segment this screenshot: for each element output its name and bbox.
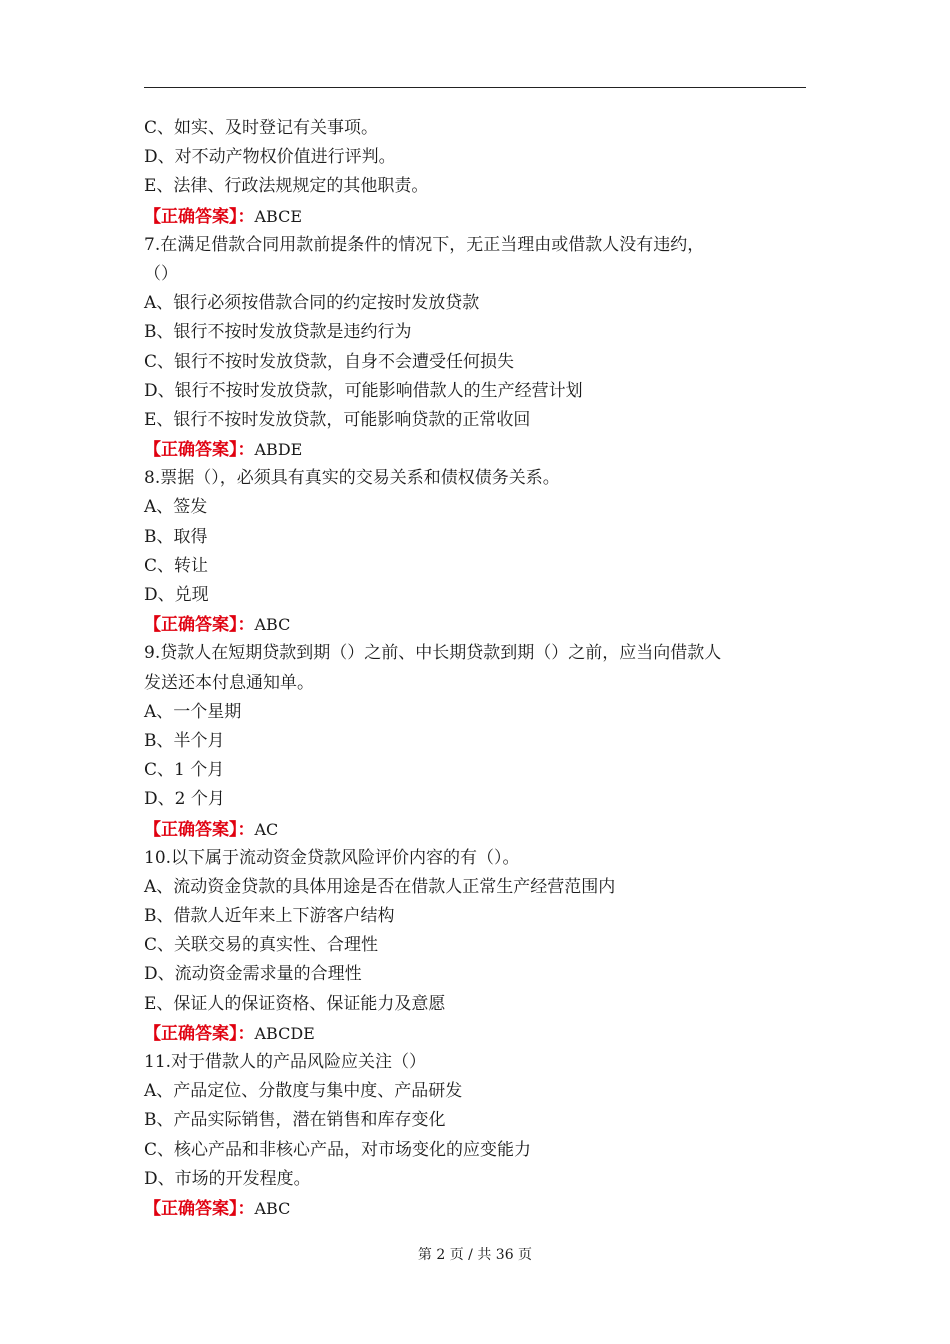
text-line: 发送还本付息通知单。	[144, 672, 314, 693]
text-line: D、2 个月	[144, 789, 225, 810]
answer-value: ABCE	[254, 206, 303, 226]
answer-value: ABDE	[254, 440, 303, 460]
text-line: A、流动资金贷款的具体用途是否在借款人正常生产经营范围内	[144, 876, 616, 897]
text-line: 7.在满足借款合同用款前提条件的情况下，无正当理由或借款人没有违约，	[144, 234, 705, 255]
header-rule	[144, 87, 806, 88]
text-line: D、流动资金需求量的合理性	[144, 964, 362, 985]
answer-label: 【正确答案】：	[144, 615, 255, 636]
text-line: A、签发	[144, 497, 208, 518]
answer-value: ABCDE	[254, 1023, 315, 1043]
text-line: E、保证人的保证资格、保证能力及意愿	[144, 993, 446, 1014]
text-line: 8.票据（），必须具有真实的交易关系和债权债务关系。	[144, 468, 560, 489]
text-line: D、兑现	[144, 585, 209, 605]
answer-label: 【正确答案】：	[144, 206, 255, 227]
text-line: B、半个月	[144, 730, 225, 751]
text-line: 11.对于借款人的产品风险应关注（）	[144, 1052, 427, 1072]
answer-label: 【正确答案】：	[144, 440, 255, 461]
text-line: E、银行不按时发放贷款，可能影响贷款的正常收回	[144, 409, 531, 430]
answer-line	[144, 202, 806, 231]
page-footer: 第 2 页 / 共 36 页	[417, 1247, 533, 1263]
answer-label: 【正确答案】：	[144, 819, 255, 840]
text-line: B、取得	[144, 526, 208, 547]
text-line: D、对不动产物权价值进行评判。	[144, 147, 396, 168]
text-line: （）	[144, 263, 178, 284]
text-line: 9.贷款人在短期贷款到期（）之前、中长期贷款到期（）之前，应当向借款人	[144, 643, 722, 664]
text-line: C、如实、及时登记有关事项。	[144, 118, 379, 138]
text-line: D、市场的开发程度。	[144, 1168, 311, 1189]
answer-line	[144, 435, 806, 464]
answer-value: AC	[254, 819, 279, 839]
answer-label: 【正确答案】：	[144, 1023, 255, 1044]
text-line: C、转让	[144, 555, 209, 576]
answer-line	[144, 1194, 806, 1223]
text-line: C、核心产品和非核心产品，对市场变化的应变能力	[144, 1139, 532, 1160]
text-line: E、法律、行政法规规定的其他职责。	[144, 176, 429, 197]
text-line: C、关联交易的真实性、合理性	[144, 935, 379, 956]
text-line: C、银行不按时发放贷款，自身不会遭受任何损失	[144, 351, 515, 372]
answer-value: ABC	[254, 615, 291, 635]
text-line: B、借款人近年来上下游客户结构	[144, 906, 395, 927]
answer-line	[144, 1019, 806, 1048]
answer-line	[144, 815, 806, 844]
text-line: B、产品实际销售，潜在销售和库存变化	[144, 1110, 446, 1131]
text-line: 10.以下属于流动资金贷款风险评价内容的有（）。	[144, 847, 520, 868]
text-line: A、一个星期	[144, 701, 242, 722]
answer-value: ABC	[254, 1198, 291, 1218]
document-body	[144, 114, 806, 1223]
text-line: C、1 个月	[144, 760, 225, 781]
text-line: A、产品定位、分散度与集中度、产品研发	[144, 1081, 463, 1102]
text-line: D、银行不按时发放贷款，可能影响借款人的生产经营计划	[144, 380, 583, 401]
text-line: A、银行必须按借款合同的约定按时发放贷款	[144, 293, 480, 314]
text-line: B、银行不按时发放贷款是违约行为	[144, 322, 412, 343]
answer-label: 【正确答案】：	[144, 1198, 255, 1219]
answer-line	[144, 610, 806, 639]
